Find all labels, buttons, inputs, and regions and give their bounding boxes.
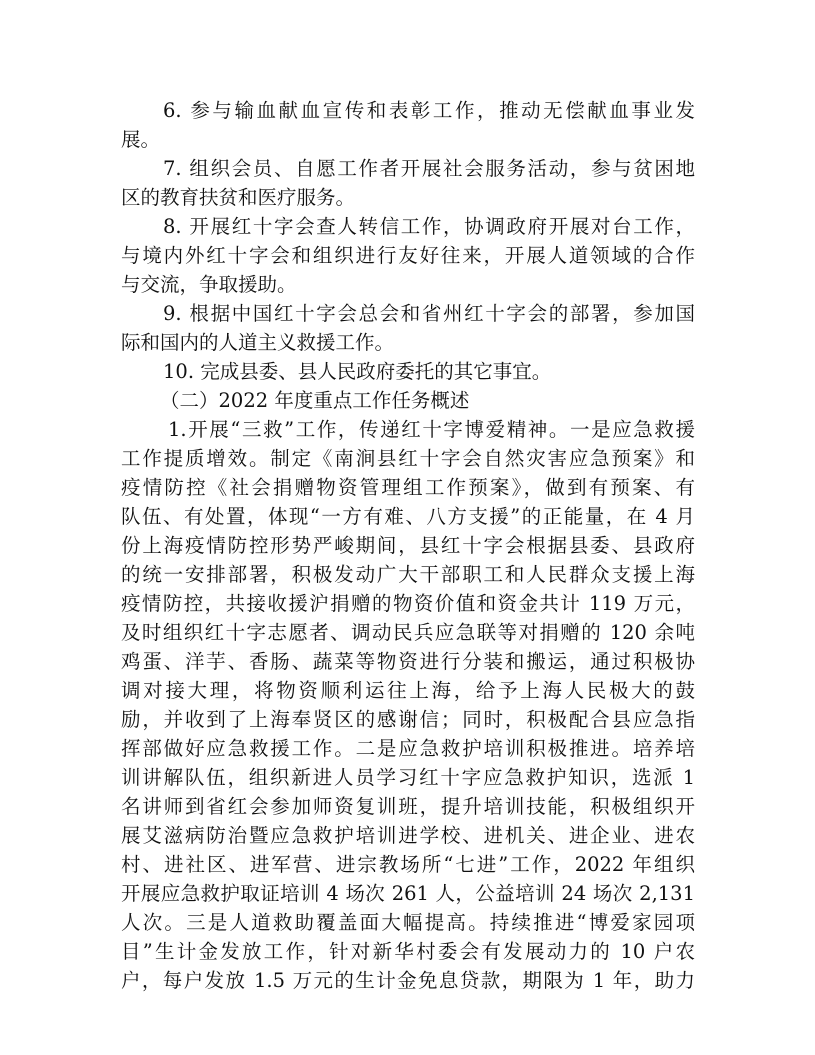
list-item-8-line-2: 与境内外红十字会和组织进行友好往来，开展人道领域的合作: [121, 244, 695, 267]
list-item-8-line-1: 8. 开展红十字会查人转信工作，协调政府开展对台工作，: [163, 215, 695, 238]
paragraph-line: 调对接大理，将物资顺利运往上海，给予上海人民极大的鼓: [121, 679, 695, 702]
paragraph-line: 户，每户发放 1.5 万元的生计金免息贷款，期限为 1 年，助力: [121, 969, 695, 992]
paragraph-line: 村、进社区、进军营、进宗教场所“七进”工作，2022 年组织: [121, 853, 695, 876]
paragraph-line: 展艾滋病防治暨应急救护培训进学校、进机关、进企业、进农: [121, 824, 695, 847]
paragraph-line: 工作提质增效。制定《南涧县红十字会自然灾害应急预案》和: [121, 447, 695, 470]
paragraph-line: 1.开展“三救”工作，传递红十字博爱精神。一是应急救援: [168, 418, 695, 441]
paragraph-line: 队伍、有处置，体现“一方有难、八方支援”的正能量，在 4 月: [121, 505, 695, 528]
paragraph-line: 开展应急救护取证培训 4 场次 261 人，公益培训 24 场次 2,131: [121, 882, 695, 905]
list-item-10: 10. 完成县委、县人民政府委托的其它事宜。: [163, 360, 552, 383]
paragraph-line: 目”生计金发放工作，针对新华村委会有发展动力的 10 户农: [121, 940, 695, 963]
paragraph-line: 的统一安排部署，积极发动广大干部职工和人民群众支援上海: [121, 563, 695, 586]
section-heading: （二）2022 年度重点工作任务概述: [160, 389, 470, 412]
list-item-6-line-1: 6. 参与输血献血宣传和表彰工作，推动无偿献血事业发: [163, 99, 695, 122]
paragraph-line: 挥部做好应急救援工作。二是应急救护培训积极推进。培养培: [121, 737, 695, 760]
list-item-7-line-2: 区的教育扶贫和医疗服务。: [121, 186, 356, 209]
list-item-8-line-3: 与交流，争取援助。: [121, 273, 297, 296]
list-item-7-line-1: 7. 组织会员、自愿工作者开展社会服务活动，参与贫困地: [163, 157, 695, 180]
paragraph-line: 鸡蛋、洋芋、香肠、蔬菜等物资进行分装和搬运，通过积极协: [121, 650, 695, 673]
paragraph-line: 人次。三是人道救助覆盖面大幅提高。持续推进“博爱家园项: [121, 911, 695, 934]
list-item-9-line-1: 9. 根据中国红十字会总会和省州红十字会的部署，参加国: [163, 302, 695, 325]
list-item-6-line-2: 展。: [121, 128, 161, 151]
paragraph-line: 份上海疫情防控形势严峻期间，县红十字会根据县委、县政府: [121, 534, 695, 557]
paragraph-line: 励，并收到了上海奉贤区的感谢信；同时，积极配合县应急指: [121, 708, 695, 731]
paragraph-line: 疫情防控《社会捐赠物资管理组工作预案》，做到有预案、有: [121, 476, 695, 499]
paragraph-line: 训讲解队伍，组织新进人员学习红十字应急救护知识，选派 1: [121, 766, 695, 789]
paragraph-line: 疫情防控，共接收援沪捐赠的物资价值和资金共计 119 万元，: [121, 592, 695, 615]
list-item-9-line-2: 际和国内的人道主义救援工作。: [121, 331, 395, 354]
paragraph-line: 及时组织红十字志愿者、调动民兵应急联等对捐赠的 120 余吨: [121, 621, 695, 644]
paragraph-line: 名讲师到省红会参加师资复训班，提升培训技能，积极组织开: [121, 795, 695, 818]
